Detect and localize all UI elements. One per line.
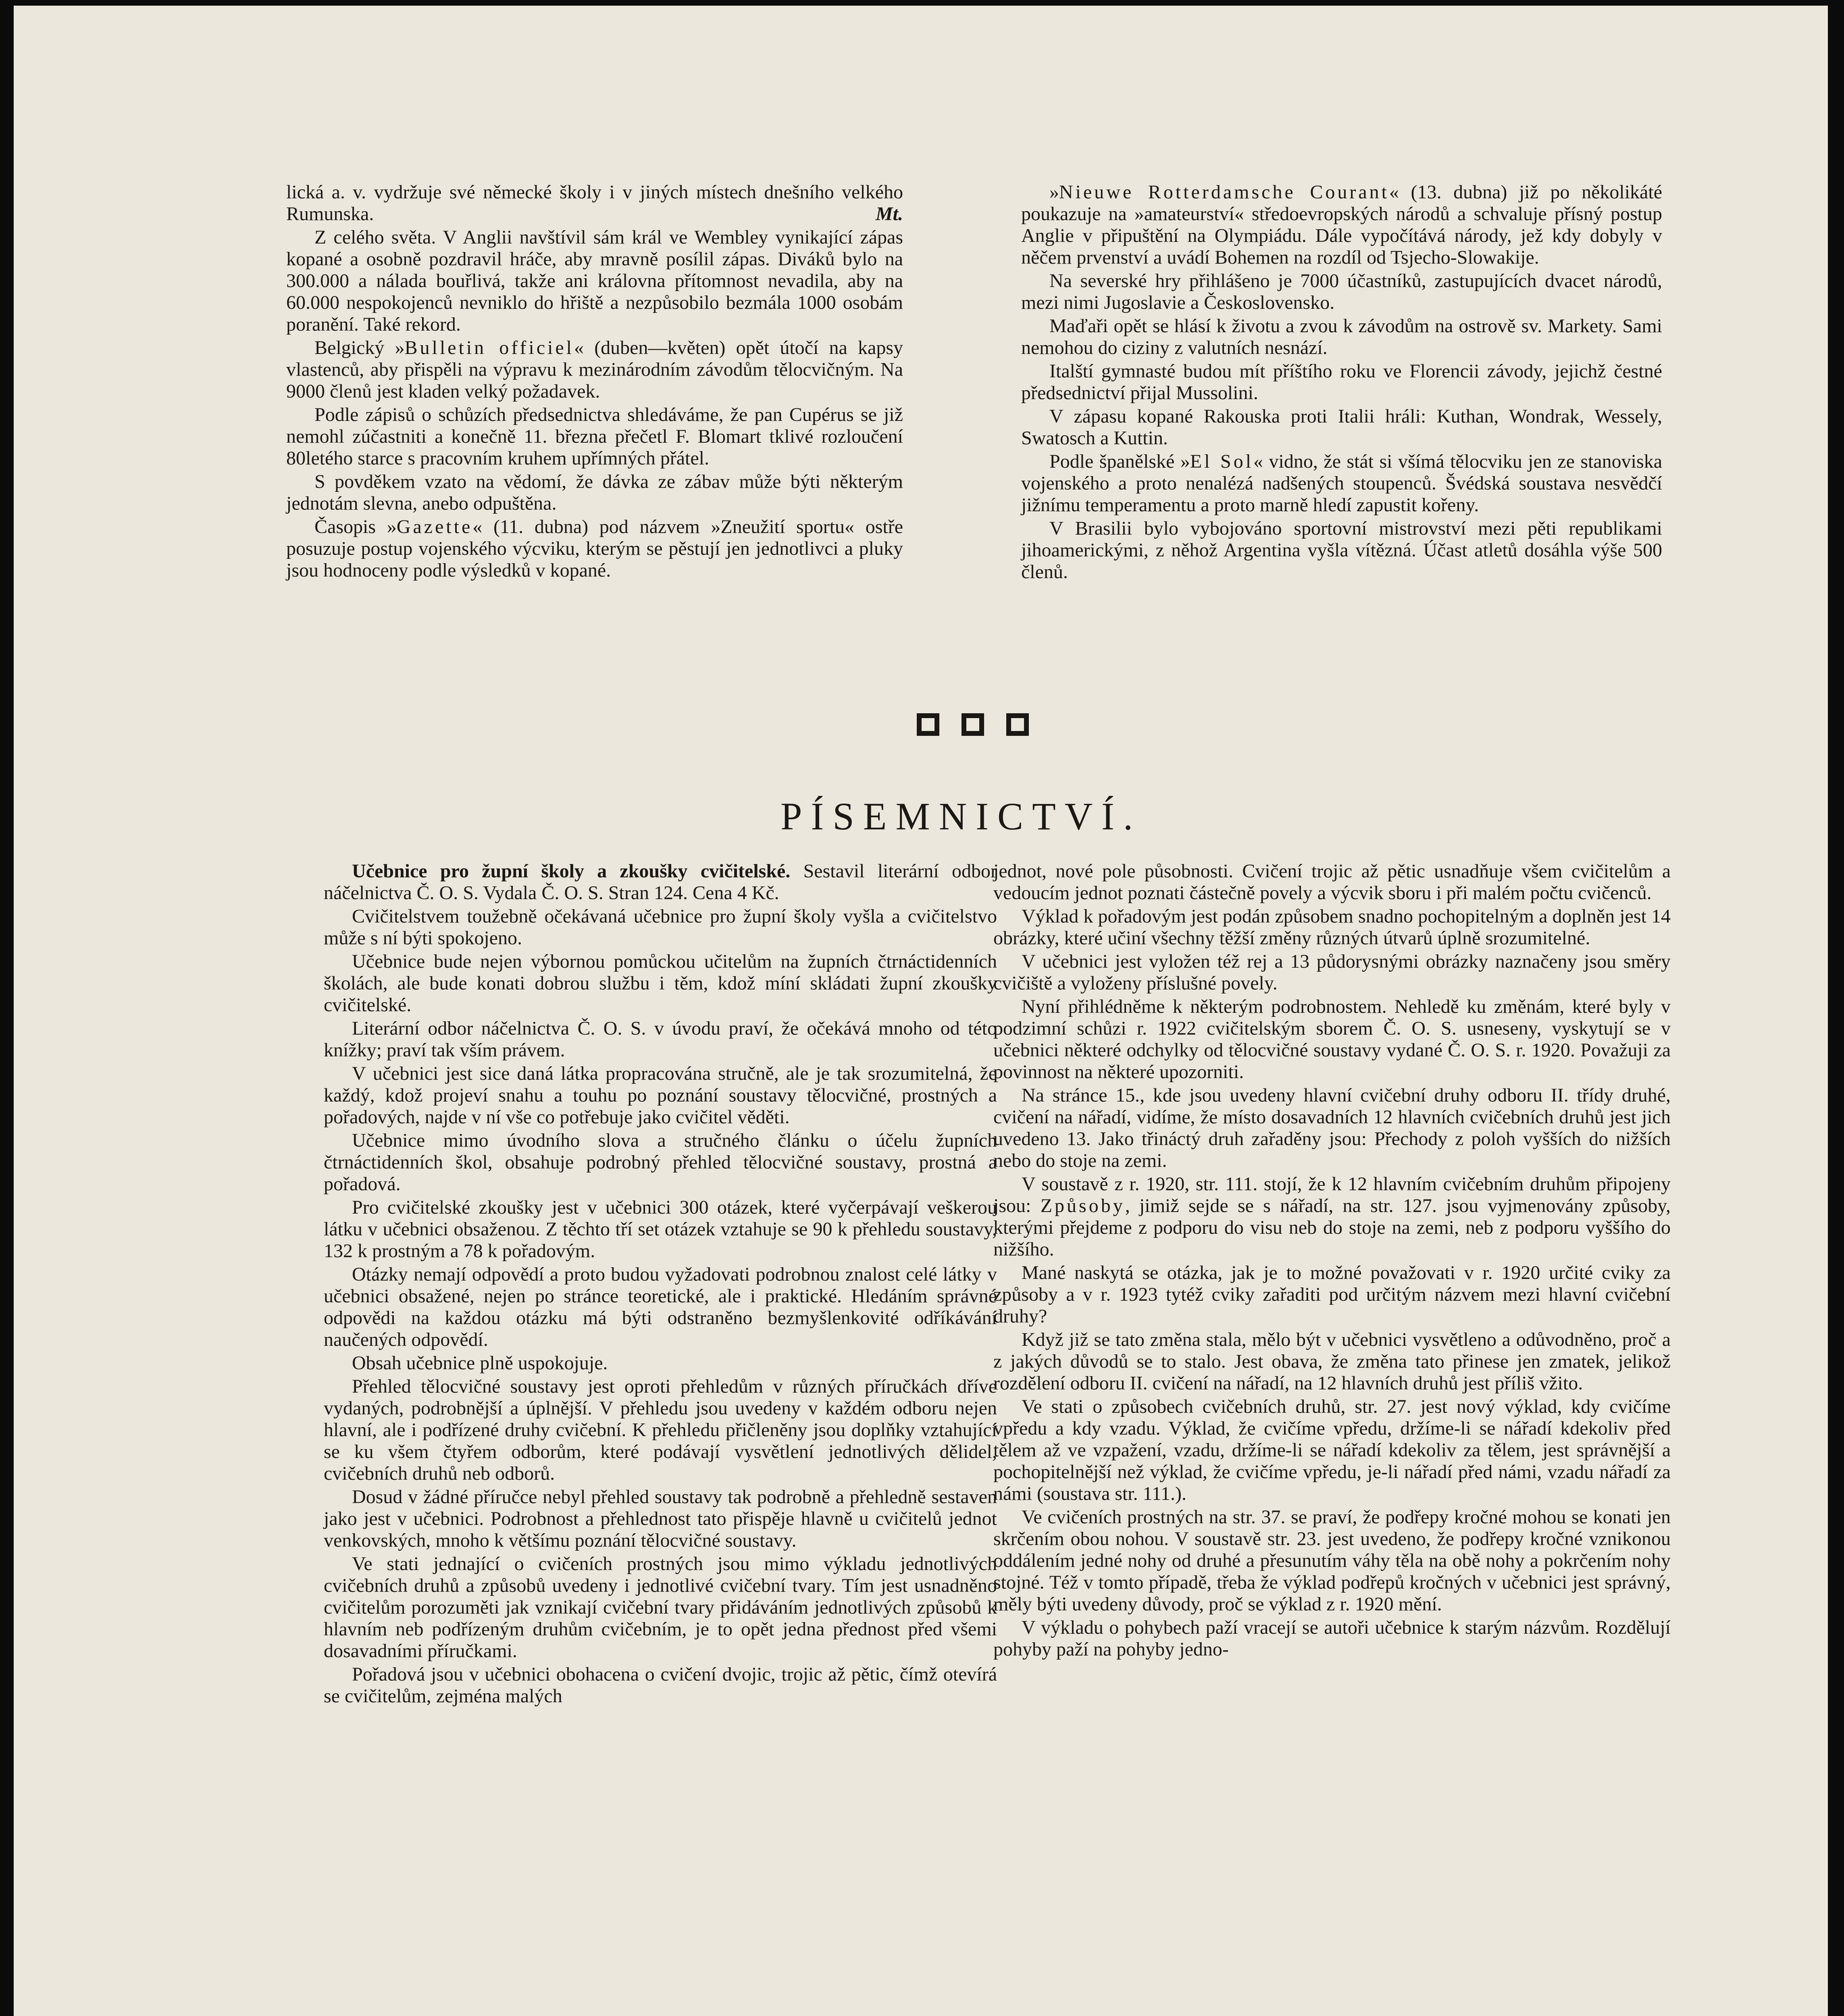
paragraph: Otázky nemají odpovědí a proto budou vyžadovati podrobnou znalost celé látky v učebnici obsažené, nejen po stránce teoretické, ale i praktické. Hledáním správné odpovědi na každou otázku má býti odstraněno bezmyšlenkovité odříkávání naučených odpovědí. — [324, 1264, 997, 1350]
paragraph: Podle zápisů o schůzích předsednictva shledáváme, že pan Cupérus se již nemohl zúčastniti a konečně 11. března přečetl F. Blomart tklivé rozloučení 80letého starce s pracovním kruhem upřímných přátel. — [286, 404, 903, 469]
paragraph: jednot, nové pole působnosti. Cvičení trojic až pětic usnadňuje všem cvičitelům a vedoucím jednot poznati částečně povely a výcvik sboru i při malém počtu cvičenců. — [993, 860, 1671, 904]
paragraph: V zápasu kopané Rakouska proti Italii hráli: Kuthan, Wondrak, Wessely, Swatosch a Kuttin. — [1021, 406, 1662, 449]
column-top-right — [1021, 181, 1662, 585]
column-bottom-right — [993, 860, 1671, 1662]
column-bottom-left — [324, 860, 997, 1709]
paragraph: Přehled tělocvičné soustavy jest oproti přehledům v různých příručkách dříve vydaných, podrobnější a úplnější. V přehledu jsou uvedeny v každém odboru nejen hlavní, ale i podřízené druhy cvičební. K přehledu přičleněny jsou doplňky vztahující se ku všem čtyřem odborům, které podávají vysvětlení jednotlivých dělidel, cvičebních druhů neb odborů. — [324, 1376, 997, 1484]
paragraph: Obsah učebnice plně uspokojuje. — [352, 1352, 608, 1374]
paragraph: Ve cvičeních prostných na str. 37. se praví, že podřepy kročné mohou se konati jen skrčením obou nohou. V soustavě str. 23. jest uvedeno, že podřepy kročné vznikonou oddálením jedné nohy od druhé a přesunutím váhy těla na obě nohy a pokrčením nohy stojné. Též v tomto případě, třeba že výklad podřepů kročných v učebnici jest správný, měly býti uvedeny důvody, proč se výklad z r. 1920 mění. — [993, 1506, 1671, 1615]
paragraph: »Nieuwe Rotterdamsche Courant« (13. dubna) již po několikáté poukazuje na »amateurství« středoevropských národů a schvaluje přísný postup Anglie v připuštění na Olympiádu. Dále vypočítává národy, jež kdy dobyly v něčem prvenství a uvádí Bohemen na rozdíl od Tsjecho-Slowakije. — [1021, 181, 1662, 268]
paragraph: Ve stati o způsobech cvičebních druhů, str. 27. jest nový výklad, kdy cvičíme vpředu a kdy vzadu. Výklad, že cvičíme vpředu, držíme-li se nářadí kdekoliv před tělem až ve vzpažení, vzadu, držíme-li se nářadí kdekoliv za tělem, jest správnější a pochopitelnější než výklad, že cvičíme vpředu, je-li nářadí před námi, vzadu nářadí za námi (soustava str. 111.). — [993, 1396, 1671, 1504]
book-entry — [324, 860, 997, 904]
book-title: Učebnice pro župní školy a zkoušky cvičitelské. — [352, 860, 791, 882]
paragraph: Pořadová jsou v učebnici obohacena o cvičení dvojic, trojic až pětic, čímž otevírá se cvičitelům, zejména malých — [324, 1664, 997, 1707]
paragraph: Ve stati jednající o cvičeních prostných jsou mimo výkladu jednotlivých cvičebních druhů a způsobů uvedeny i jednotlivé cvičební tvary. Tím jest usnadněno cvičitelům porozuměti jak vznikají cvičební tvary přidáváním jednotlivých způsobů k hlavním neb podřízeným druhům cvičebním, je to opět jedna přednost před všemi dosavadními příručkami. — [324, 1553, 997, 1662]
paragraph: V učebnici jest sice daná látka propracována stručně, ale je tak srozumitelná, že každý, kdož projeví snahu a touhu po poznání soustavy tělocvičné, prostných a pořadových, najde v ní vše co potřebuje jako cvičitel věděti. — [324, 1063, 997, 1128]
scanned-page — [14, 6, 1828, 2016]
paragraph: Učebnice bude nejen výbornou pomůckou učitelům na župních čtrnáctidenních školách, ale bude konati dobrou službu i těm, kdož míní skládati župní zkoušky cvičitelské. — [324, 951, 997, 1016]
paragraph: V soustavě z r. 1920, str. 111. stojí, že k 12 hlavním cvičebním druhům připojeny jsou: Způsoby, jimiž sejde se s nářadí, na str. 127. jsou vyjmenovány způsoby, kterými přejdeme z podporu do visu neb do stoje na zemi, neb z podporu vyššího do nižšího. — [993, 1173, 1671, 1260]
paragraph: Podle španělské »El Sol« vidno, že stát si všímá tělocviku jen ze stanoviska vojenského a proto nenalézá nadšených stoupenců. Švédská soustava nesvědčí jižnímu temperamentu a proto marně hledí zapustit kořeny. — [1021, 451, 1662, 516]
paragraph: Maďaři opět se hlásí k životu a zvou k závodům na ostrově sv. Markety. Sami nemohou do ciziny z valutních nesnází. — [1021, 315, 1662, 358]
square-ornament — [962, 713, 984, 736]
column-top-left — [286, 181, 903, 583]
paragraph: Italští gymnasté budou mít příštího roku ve Florencii závody, jejichž čestné předsednictví přijal Mussolini. — [1021, 360, 1662, 404]
paragraph: Cvičitelstvem toužebně očekávaná učebnice pro župní školy vyšla a cvičitelstvo může s ní býti spokojeno. — [324, 906, 997, 949]
paragraph: Časopis »Gazette« (11. dubna) pod názvem »Zneužití sportu« ostře posuzuje postup vojenského výcviku, kterým se pěstují jen jednotlivci a pluky jsou hodnoceny podle výsledků v kopané. — [286, 516, 903, 581]
paragraph: Z celého světa. V Anglii navštívil sám král ve Wembley vynikající zápas kopané a osobně pozdravil hráče, aby mravně posílil zápas. Diváků bylo na 300.000 a nálada bouřlivá, takže ani královna přítomnost nevadila, aby na 60.000 nespokojenců nevniklo do hřiště a nezpůsobilo bezmála 1000 osobám poranění. Také rekord. — [286, 227, 903, 335]
paragraph: Pro cvičitelské zkoušky jest v učebnici 300 otázek, které vyčerpávají veškerou látku v učebnici obsaženou. Z těchto tří set otázek vztahuje se 90 k přehledu soustavy, 132 k prostným a 78 k pořadovým. — [324, 1197, 997, 1262]
book-info: Sestavil literární odbor náčelnictva Č. O. S. Vydala Č. O. S. Stran 124. Cena 4 Kč. — [324, 860, 997, 904]
section-title: PÍSEMNICTVÍ. — [780, 795, 1142, 838]
paragraph — [286, 181, 903, 225]
paragraph: V učebnici jest vyložen též rej a 13 půdorysnými obrázky naznačeny jsou směry cvičiště a vyloženy příslušné povely. — [993, 951, 1671, 994]
paragraph: S povděkem vzato na vědomí, že dávka ze zábav může býti některým jednotám slevna, anebo odpuštěna. — [286, 471, 903, 514]
square-ornament — [917, 713, 939, 736]
paragraph: Mané naskytá se otázka, jak je to možné považovati v r. 1920 určité cviky za způsoby a v r. 1923 tytéž cviky zařaditi pod určitým názvem mezi hlavní cvičební druhy? — [993, 1262, 1671, 1327]
paragraph: Výklad k pořadovým jest podán způsobem snadno pochopitelným a doplněn jest 14 obrázky, které učiní všechny těžší změny různých útvarů úplně srozumitelné. — [993, 906, 1671, 949]
paragraph: Nyní přihlédněme k některým podrobnostem. Nehledě ku změnám, které byly v podzimní schůzi r. 1922 cvičitelským sborem Č. O. S. usneseny, vyskytují se v učebnici některé odchylky od tělocvičné soustavy vydané Č. O. S. r. 1920. Považuji za povinnost na některé upozorniti. — [993, 996, 1671, 1083]
paragraph: Učebnice mimo úvodního slova a stručného článku o účelu župních čtrnáctidenních škol, obsahuje podrobný přehled tělocvičné soustavy, prostná a pořadová. — [324, 1130, 997, 1195]
paragraph: Belgický »Bulletin officiel« (duben—květen) opět útočí na kapsy vlastenců, aby přispěli na výpravu k mezinárodním závodům tělocvičným. Na 9000 členů jest kladen velký požadavek. — [286, 337, 903, 402]
paragraph: Když již se tato změna stala, mělo být v učebnici vysvětleno a odůvodněno, proč a z jakých důvodů se to stalo. Jest obava, že změna tato přinese jen zmatek, jelikož rozdělení odboru II. cvičení na nářadí, na 12 hlavních druhů jest příliš vžito. — [993, 1329, 1671, 1394]
paragraph: Na severské hry přihlášeno je 7000 účastníků, zastupujících dvacet národů, mezi nimi Jugoslavie a Československo. — [1021, 270, 1662, 313]
section-divider — [917, 713, 1030, 746]
paragraph: Na stránce 15., kde jsou uvedeny hlavní cvičební druhy odboru II. třídy druhé, cvičení na nářadí, vidíme, že místo dosavadních 12 hlavních cvičebních druhů jest jich uvedeno 13. Jako třináctý druh zařaděny jsou: Přechody z poloh vyšších do nižších nebo do stoje na zemi. — [993, 1085, 1671, 1171]
paragraph: V výkladu o pohybech paží vracejí se autoři učebnice k starým názvům. Rozdělují pohyby paží na pohyby jedno- — [993, 1617, 1671, 1660]
paragraph: Literární odbor náčelnictva Č. O. S. v úvodu praví, že očekává mnoho od této knížky; praví tak vším právem. — [324, 1018, 997, 1061]
paragraph: V Brasilii bylo vybojováno sportovní mistrovství mezi pěti republikami jihoamerickými, z něhož Argentina vyšla vítězná. Účast atletů dosáhla výše 500 členů. — [1021, 518, 1662, 583]
paragraph: Dosud v žádné příručce nebyl přehled soustavy tak podrobně a přehledně sestaven jako jest v učebnici. Podrobnost a přehlednost tato přispěje hlavně u cvičitelů jednot venkovských, mnoho k většímu poznání tělocvičné soustavy. — [324, 1486, 997, 1551]
signature: Mt. — [875, 203, 903, 225]
square-ornament — [1006, 713, 1029, 736]
paragraph-text: lická a. v. vydržuje své německé školy i v jiných místech dnešního velkého Rumunska. — [286, 181, 903, 225]
